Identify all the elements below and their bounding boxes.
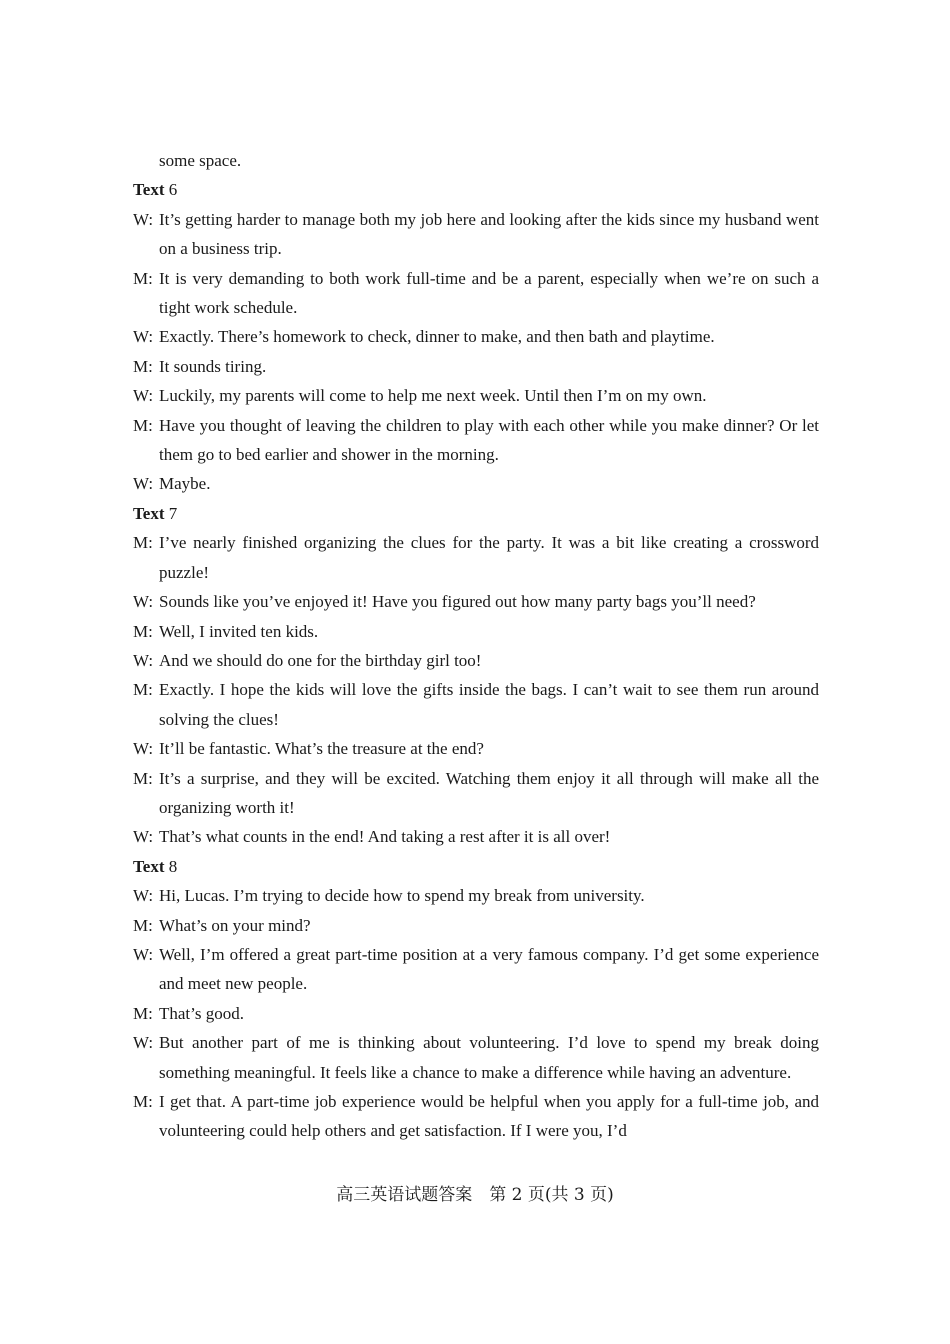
text-heading-number: 7 bbox=[168, 503, 178, 523]
dialogue-turn bbox=[133, 617, 819, 646]
dialogue-turn bbox=[133, 675, 819, 734]
speaker-label: W: bbox=[133, 327, 154, 347]
utterance: Luckily, my parents will come to help me next week. Until then I’m on my own. bbox=[159, 386, 707, 406]
utterance: It’s a surprise, and they will be excited. Watching them enjoy it all through will make all the organizing worth it! bbox=[159, 768, 819, 817]
dialogue-turn bbox=[133, 205, 819, 264]
utterance: What’s on your mind? bbox=[159, 915, 311, 935]
speaker-label: W: bbox=[133, 592, 154, 612]
speaker-label: M: bbox=[133, 533, 153, 553]
dialogue-turn bbox=[133, 411, 819, 470]
utterance: It is very demanding to both work full-time and be a parent, especially when we’re on such a tight work schedule. bbox=[159, 268, 819, 318]
utterance: It’ll be fantastic. What’s the treasure at the end? bbox=[159, 739, 484, 759]
dialogue-turn bbox=[133, 322, 819, 351]
utterance: It’s getting harder to manage both my job here and looking after the kids since my husband went on a business trip. bbox=[159, 209, 819, 259]
dialogue-turn bbox=[133, 381, 819, 410]
speaker-label: W: bbox=[133, 944, 154, 964]
speaker-label: M: bbox=[133, 680, 153, 700]
utterance: Well, I invited ten kids. bbox=[159, 621, 319, 641]
text-heading bbox=[133, 852, 819, 881]
dialogue-turn bbox=[133, 734, 819, 763]
utterance: And we should do one for the birthday girl too! bbox=[159, 650, 482, 670]
text-heading-number: 8 bbox=[168, 856, 178, 876]
utterance: Hi, Lucas. I’m trying to decide how to spend my break from university. bbox=[159, 886, 645, 906]
dialogue-turn bbox=[133, 940, 819, 999]
utterance: It sounds tiring. bbox=[159, 356, 267, 376]
utterance: That’s what counts in the end! And taking a rest after it is all over! bbox=[159, 827, 611, 847]
speaker-label: M: bbox=[133, 268, 153, 288]
dialogue-turn bbox=[133, 264, 819, 323]
text-heading-label: Text bbox=[133, 503, 165, 523]
utterance: Sounds like you’ve enjoyed it! Have you figured out how many party bags you’ll need? bbox=[159, 592, 756, 612]
text-heading-label: Text bbox=[133, 180, 165, 200]
speaker-label: M: bbox=[133, 621, 153, 641]
utterance: Exactly. I hope the kids will love the gifts inside the bags. I can’t wait to see them run around solving the clues! bbox=[159, 680, 819, 729]
utterance: Well, I’m offered a great part-time position at a very famous company. I’d get some experience and meet new people. bbox=[159, 944, 819, 994]
utterance: Have you thought of leaving the children to play with each other while you make dinner? Or let them go to bed earlier and shower in the morning. bbox=[159, 415, 819, 465]
speaker-label: M: bbox=[133, 1092, 153, 1111]
speaker-label: M: bbox=[133, 768, 153, 788]
text-heading bbox=[133, 499, 819, 528]
dialogue-turn bbox=[133, 822, 819, 851]
utterance: I’ve nearly finished organizing the clues for the party. It was a bit like creating a crossword puzzle! bbox=[159, 533, 819, 582]
dialogue-turn bbox=[133, 881, 819, 910]
speaker-label: M: bbox=[133, 356, 153, 376]
dialogue-turn bbox=[133, 528, 819, 587]
utterance: Maybe. bbox=[159, 474, 211, 494]
text-heading bbox=[133, 175, 819, 204]
dialogue-turn bbox=[133, 999, 819, 1028]
utterance: But another part of me is thinking about volunteering. I’d love to spend my break doing something meaningful. It feels like a chance to make a difference while having an adventure. bbox=[159, 1033, 819, 1082]
speaker-label: W: bbox=[133, 474, 154, 494]
utterance: That’s good. bbox=[159, 1003, 244, 1023]
text-heading-label: Text bbox=[133, 856, 165, 876]
utterance: Exactly. There’s homework to check, dinner to make, and then bath and playtime. bbox=[159, 327, 715, 347]
dialogue-turn bbox=[133, 764, 819, 823]
speaker-label: W: bbox=[133, 650, 154, 670]
dialogue-turn bbox=[133, 911, 819, 940]
speaker-label: W: bbox=[133, 739, 154, 759]
dialogue-turn bbox=[133, 469, 819, 498]
dialogue-turn bbox=[133, 1028, 819, 1087]
speaker-label: M: bbox=[133, 415, 153, 435]
dialogue-turn bbox=[133, 646, 819, 675]
speaker-label: M: bbox=[133, 915, 153, 935]
text-heading-number: 6 bbox=[168, 180, 178, 200]
transcript bbox=[133, 146, 819, 1146]
page-footer: 高三英语试题答案 第 2 页(共 3 页) bbox=[336, 1185, 614, 1205]
speaker-label: W: bbox=[133, 209, 154, 229]
speaker-label: W: bbox=[133, 827, 154, 847]
utterance: I get that. A part-time job experience would be helpful when you apply for a full-time job, and volunteering could help others and get satisfaction. If I were you, I’d bbox=[159, 1092, 819, 1141]
dialogue-turn bbox=[133, 587, 819, 616]
speaker-label: W: bbox=[133, 1033, 154, 1053]
speaker-label: W: bbox=[133, 386, 154, 406]
intro-continuation: some space. bbox=[159, 151, 242, 170]
dialogue-turn bbox=[133, 1087, 819, 1146]
speaker-label: W: bbox=[133, 886, 154, 906]
speaker-label: M: bbox=[133, 1003, 153, 1023]
dialogue-turn bbox=[133, 352, 819, 381]
